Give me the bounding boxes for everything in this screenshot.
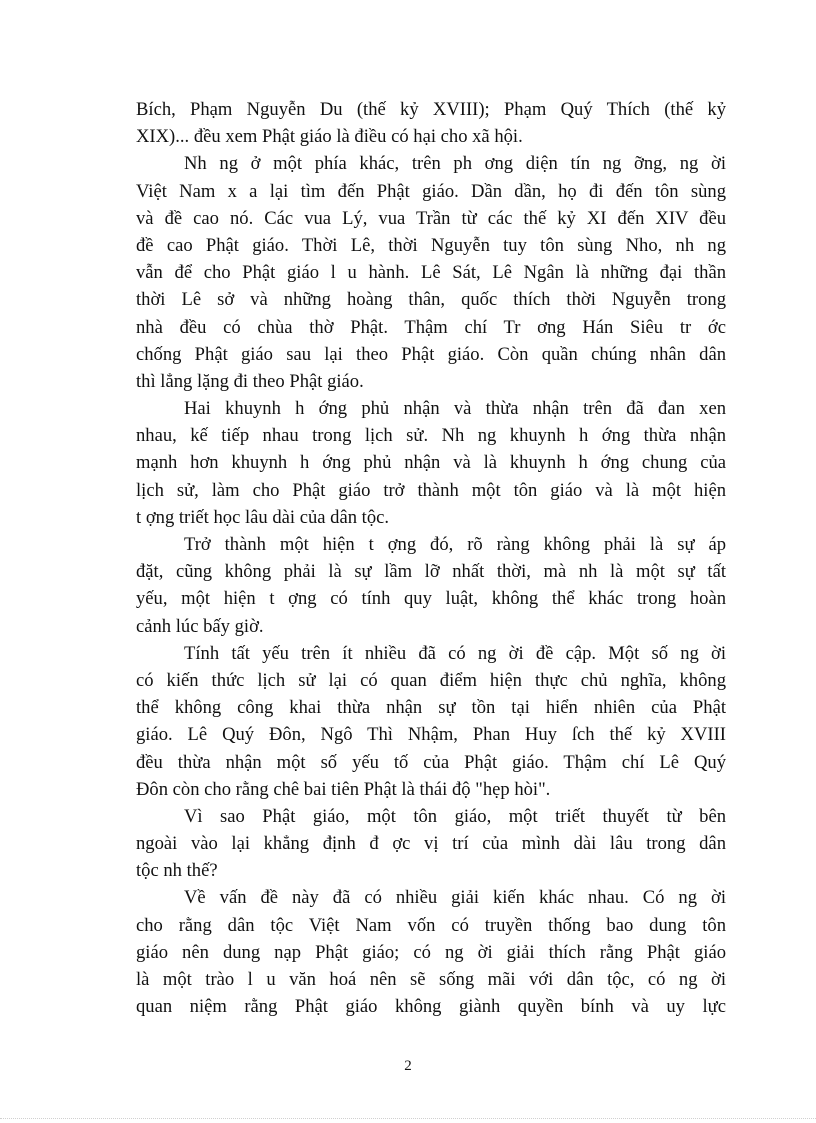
text-line: yếu, một hiện t ợng có tính quy luật, không thể khác trong hoàn <box>136 588 726 610</box>
text-line: Bích, Phạm Nguyễn Du (thế kỷ XVIII); Phạm Quý Thích (thế kỷ <box>136 99 726 120</box>
text-line: mạnh hơn khuynh h ớng phủ nhận và là khuynh h ớng chung của <box>136 452 726 474</box>
text-line: quan niệm rằng Phật giáo không giành quyền bính và uy lực <box>136 996 726 1018</box>
text-line: Việt Nam x a lại tìm đến Phật giáo. Dần dần, họ đi đến tôn sùng <box>136 180 726 202</box>
paragraph-first-line: Vì sao Phật giáo, một tôn giáo, một triết thuyết từ bên <box>184 805 726 827</box>
paragraph-first-line: Hai khuynh h ớng phủ nhận và thừa nhận trên đã đan xen <box>184 398 726 420</box>
text-line: là một trào l u văn hoá nên sẽ sống mãi với dân tộc, có ng ời <box>136 969 726 990</box>
page-bottom-divider <box>0 1118 816 1119</box>
text-line: lịch sử, làm cho Phật giáo trở thành một tôn giáo và là một hiện <box>136 479 726 501</box>
text-line: và đề cao nó. Các vua Lý, vua Trần từ các thế kỷ XI đến XIV đều <box>136 207 726 229</box>
paragraph-first-line: Tính tất yếu trên ít nhiều đã có ng ời đề cập. Một số ng ời <box>184 642 726 664</box>
text-line: giáo. Lê Quý Đôn, Ngô Thì Nhậm, Phan Huy ſch thế kỷ XVIII <box>136 724 726 746</box>
text-line: nhau, kế tiếp nhau trong lịch sử. Nh ng khuynh h ớng thừa nhận <box>136 425 726 447</box>
text-line: t ợng triết học lâu dài của dân tộc. <box>136 506 390 528</box>
text-line: cho rằng dân tộc Việt Nam vốn có truyền thống bao dung tôn <box>136 914 726 936</box>
text-line: vẫn để cho Phật giáo l u hành. Lê Sát, Lê Ngân là những đại thần <box>136 262 726 284</box>
text-line: Đôn còn cho rằng chê bai tiên Phật là thái độ "hẹp hòi". <box>136 778 551 800</box>
text-line: thể không công khai thừa nhận sự tồn tại hiển nhiên của Phật <box>136 697 726 719</box>
text-line: XIX)... đều xem Phật giáo là điều có hại cho xã hội. <box>136 126 523 148</box>
text-line: giáo nên dung nạp Phật giáo; có ng ời giải thích rằng Phật giáo <box>136 941 726 963</box>
text-line: ngoài vào lại khẳng định đ ợc vị trí của mình dài lâu trong dân <box>136 833 726 855</box>
paragraph-first-line: Nh ng ở một phía khác, trên ph ơng diện tín ng ỡng, ng ời <box>184 153 726 175</box>
text-line: tộc nh thế? <box>136 860 218 882</box>
paragraph-first-line: Trở thành một hiện t ợng đó, rõ ràng không phải là sự áp <box>184 534 726 555</box>
text-line: nhà đều có chùa thờ Phật. Thậm chí Tr ơng Hán Siêu tr ớc <box>136 316 726 338</box>
text-line: đề cao Phật giáo. Thời Lê, thời Nguyễn tuy tôn sùng Nho, nh ng <box>136 234 726 256</box>
text-line: chống Phật giáo sau lại theo Phật giáo. Còn quần chúng nhân dân <box>136 343 726 365</box>
body-text <box>136 96 726 1020</box>
page-number: 2 <box>404 1058 412 1074</box>
text-line: đặt, cũng không phải là sự lầm lỡ nhất thời, mà nh là một sự tất <box>136 561 726 583</box>
text-line: thời Lê sở và những hoàng thân, quốc thích thời Nguyễn trong <box>136 289 726 311</box>
text-line: có kiến thức lịch sử lại có quan điểm hiện thực chủ nghĩa, không <box>136 669 726 691</box>
text-line: thì lẳng lặng đi theo Phật giáo. <box>136 370 364 392</box>
text-line: cảnh lúc bấy giờ. <box>136 615 264 637</box>
paragraph-first-line: Về vấn đề này đã có nhiều giải kiến khác nhau. Có ng ời <box>184 887 726 909</box>
text-line: đều thừa nhận một số yếu tố của Phật giáo. Thậm chí Lê Quý <box>136 751 726 773</box>
